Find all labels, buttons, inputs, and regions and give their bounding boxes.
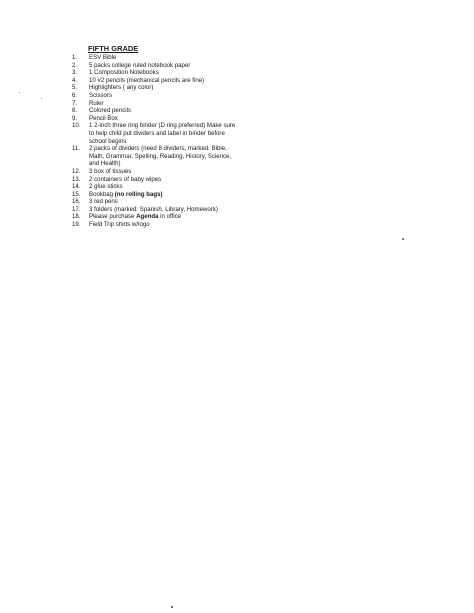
item-text: ESV Bible bbox=[89, 54, 117, 61]
list-item bbox=[72, 168, 242, 176]
list-item bbox=[72, 100, 242, 108]
item-number: 14. bbox=[72, 183, 81, 191]
item-text: 2 containers of baby wipes bbox=[89, 175, 162, 183]
item-number: 16. bbox=[72, 198, 81, 206]
item-text-plain: Please purchase bbox=[89, 213, 135, 221]
list-item bbox=[72, 92, 242, 100]
item-number: 4. bbox=[72, 76, 78, 84]
list-item bbox=[72, 107, 242, 115]
supply-list bbox=[72, 54, 242, 229]
item-number: 13. bbox=[72, 175, 81, 183]
list-item bbox=[72, 191, 242, 199]
list-item bbox=[72, 183, 242, 191]
item-text: 1 2-inch three ring binder (D ring preferred) Make sure to help child put dividers and label in binder before school begins bbox=[89, 122, 236, 145]
item-text: 3 red pens bbox=[89, 198, 118, 206]
list-item bbox=[72, 54, 242, 62]
list-item bbox=[72, 77, 242, 85]
item-text bbox=[89, 213, 181, 220]
item-text: Colored pencils bbox=[89, 107, 132, 115]
item-text: Field Trip shirts w/logo bbox=[89, 221, 150, 229]
scan-speck bbox=[171, 606, 173, 608]
item-number: 11. bbox=[72, 145, 81, 153]
item-text: 3 folders (marked: Spanish, Library, Homework) bbox=[89, 205, 218, 213]
item-text: Scissors bbox=[89, 91, 113, 99]
list-item bbox=[72, 84, 242, 92]
page-heading: FIFTH GRADE bbox=[88, 44, 139, 53]
item-number: 8. bbox=[72, 107, 78, 115]
item-number: 5. bbox=[72, 84, 78, 92]
item-text: 2 packs of dividers (need 8 dividers, marked: Bible, Math, Grammar, Spelling, Reading, History, Science, and Health) bbox=[89, 145, 232, 168]
list-item bbox=[72, 145, 242, 168]
list-item bbox=[72, 115, 242, 123]
list-item bbox=[72, 206, 242, 214]
item-text: 10 #2 pencils (mechanical pencils are fine) bbox=[89, 76, 205, 84]
item-text: Highlighters ( any color) bbox=[89, 84, 154, 92]
scan-speck bbox=[19, 92, 20, 93]
item-number: 17. bbox=[72, 205, 81, 213]
scan-speck bbox=[41, 98, 42, 99]
item-number: 12. bbox=[72, 167, 81, 175]
item-number: 3. bbox=[72, 69, 78, 77]
item-number: 19. bbox=[72, 221, 81, 229]
item-text: 1 Composition Notebooks bbox=[89, 69, 159, 77]
list-item bbox=[72, 198, 242, 206]
item-number: 10. bbox=[72, 122, 81, 130]
list-item bbox=[72, 69, 242, 77]
item-text: 2 glue sticks bbox=[89, 183, 123, 191]
item-text-suffix: in office bbox=[160, 213, 182, 221]
item-text-bold: Agenda bbox=[136, 213, 159, 221]
item-number: 9. bbox=[72, 114, 78, 122]
item-text-bold: (no rolling bags) bbox=[114, 190, 163, 198]
list-item bbox=[72, 176, 242, 184]
item-text: Pencil Box bbox=[89, 114, 118, 122]
list-item bbox=[72, 221, 242, 229]
item-number: 7. bbox=[72, 99, 78, 107]
list-item bbox=[72, 62, 242, 70]
list-item bbox=[72, 213, 242, 221]
item-text-plain: Bookbag bbox=[89, 190, 114, 198]
item-number: 15. bbox=[72, 190, 81, 198]
item-text: 3 box of tissues bbox=[89, 167, 132, 175]
item-number: 6. bbox=[72, 91, 78, 99]
item-text: Ruler bbox=[89, 99, 104, 107]
item-number: 1. bbox=[72, 54, 78, 61]
item-number: 2. bbox=[72, 61, 78, 69]
item-number: 18. bbox=[72, 213, 81, 221]
scan-speck bbox=[402, 238, 404, 240]
item-text: 5 packs college ruled notebook paper bbox=[89, 61, 191, 69]
list-item bbox=[72, 122, 242, 145]
item-text bbox=[89, 191, 163, 198]
